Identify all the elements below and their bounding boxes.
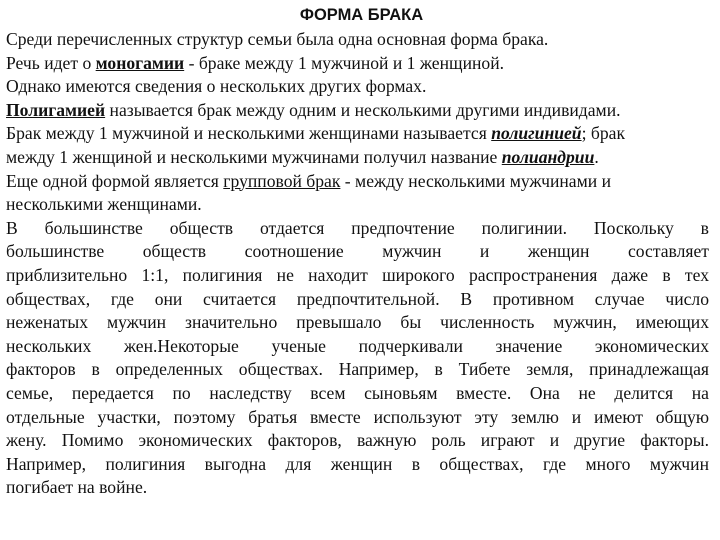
paragraph-line: факторов в определенных обществах. Например, в Тибете земля, принадлежащая [6,359,709,380]
paragraph-line: семье, передается по наследству всем сыновьям вместе. Она не делится на [6,382,709,403]
page-title: ФОРМА БРАКА [299,6,424,24]
paragraph-line: Например, полигиния выгодна для женщин в обществах, где много мужчин [6,453,709,474]
term-group-marriage: групповой брак [223,170,341,191]
term-monogamy: моногамии [95,52,185,73]
text-span: . [594,146,599,167]
term-polygamy: Полигамией [6,99,106,120]
text-span: между 1 женщиной и несколькими мужчинами получил название [6,146,502,167]
text-span: - между несколькими мужчинами и [340,170,611,191]
paragraph-line: нескольких жен.Некоторые ученые подчеркивали значение экономических [6,335,709,356]
text-span: ; брак [581,123,625,144]
intro-line-2 [6,52,709,76]
paragraph-line: приблизительно 1:1, полигиния не находит широкого распространения даже в тех [6,264,709,285]
paragraph-line: отдельные участки, поэтому братья вместе используют эту землю и имеют общую [6,406,709,427]
paragraph-line: жену. Помимо экономических факторов, важную роль играют и другие факторы. [6,430,709,451]
term-polygyny: полигинией [491,123,582,144]
term-polyandry: полиандрии [501,146,595,167]
polygyny-line-2 [6,146,709,170]
slide-content [6,4,709,500]
text-span: Еще одной формой является [6,170,224,191]
polygamy-line [6,99,709,123]
paragraph-last-line: погибает на войне. [6,477,148,498]
paragraph-line: большинстве обществ соотношение мужчин и женщин составляет [6,241,709,262]
polygyny-line-1 [6,122,709,146]
text-span: Брак между 1 мужчиной и несколькими женщинами называется [6,123,492,144]
paragraph-line: обществах, где они считается предпочтительной. В противном случае число [6,288,709,309]
paragraph-line: В большинстве обществ отдается предпочтение полигинии. Поскольку в [6,217,709,238]
text-span: называется брак между одним и несколькими другими индивидами. [105,99,621,120]
intro-line-3: Однако имеются сведения о нескольких других формах. [6,76,427,97]
text-span: Речь идет о [6,52,96,73]
text-span: - браке между 1 мужчиной и 1 женщиной. [184,52,505,73]
intro-line-1: Среди перечисленных структур семьи была одна основная форма брака. [6,29,549,49]
group-line-1 [6,170,709,194]
group-line-2: несколькими женщинами. [6,194,202,215]
paragraph-line: неженатых мужчин значительно превышало бы численность мужчин, имеющих [6,312,709,333]
